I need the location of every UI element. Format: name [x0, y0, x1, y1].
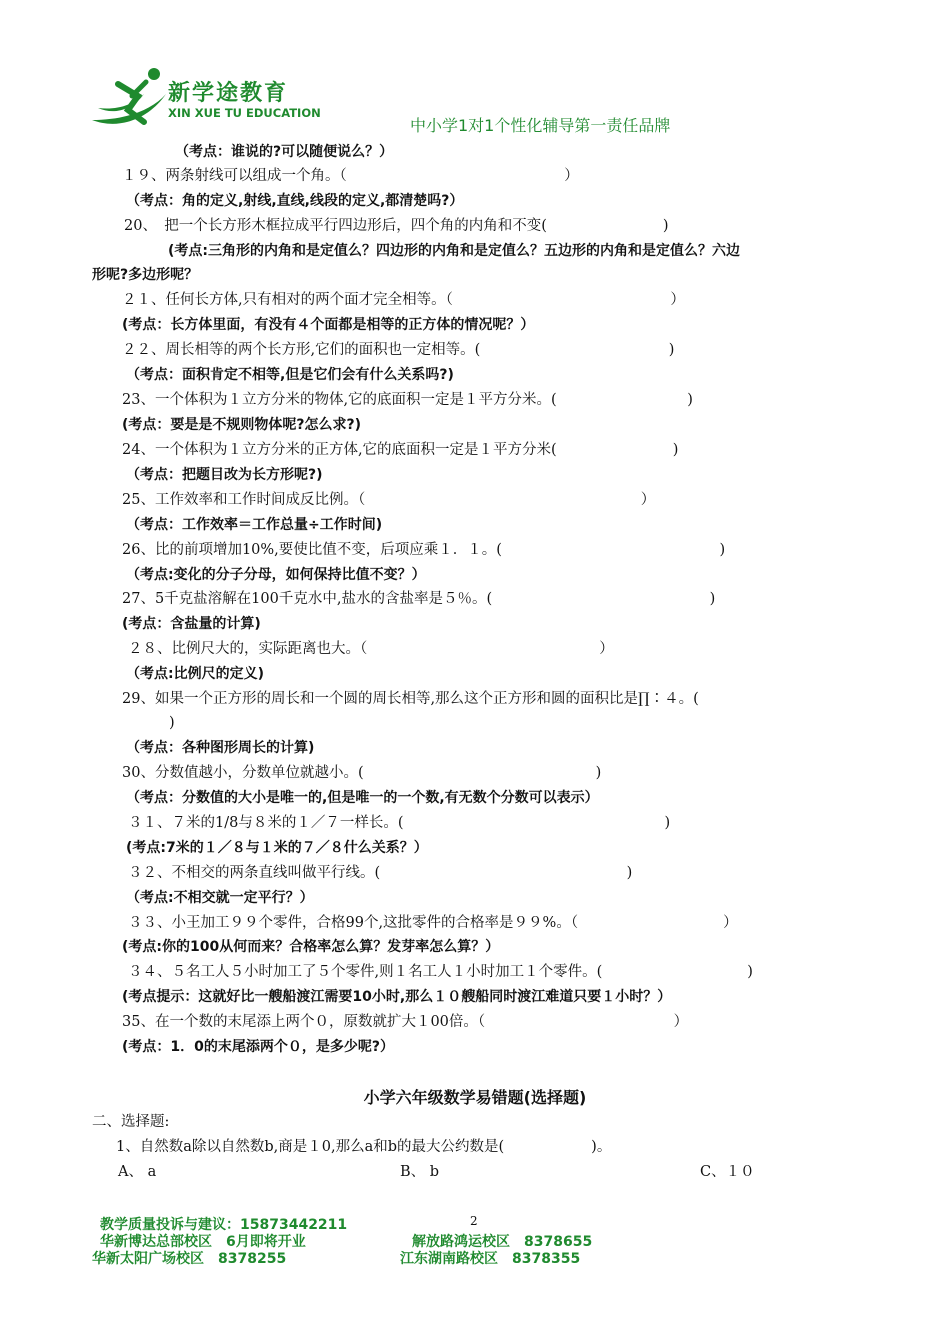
question-line: 20、 把一个长方形木框拉成平行四边形后，四个角的内角和不变( ) [124, 218, 669, 234]
hint-line: （考点:比例尺的定义) [126, 666, 264, 682]
question-line: ３３、小王加工９９个零件，合格99个,这批零件的合格率是９９%。（ ） [128, 915, 738, 931]
hint-line: （考点：分数值的大小是唯一的,但是唯一的一个数,有无数个分数可以表示） [126, 790, 599, 806]
section-heading: 二、选择题: [92, 1114, 170, 1130]
section-title: 小学六年级数学易错题(选择题) [363, 1088, 587, 1107]
question-line: 24、一个体积为１立方分米的正方体,它的底面积一定是１平方分米( ) [122, 442, 679, 458]
option-c: C、１０ [700, 1164, 755, 1180]
hint-line: （考点:变化的分子分母，如何保持比值不变？） [126, 567, 426, 583]
question-line: 25、工作效率和工作时间成反比例。（ ） [122, 492, 656, 508]
footer-campus: 华新博达总部校区 6月即将开业 [100, 1234, 306, 1250]
question-line: ) [140, 715, 175, 731]
page-number: 2 [470, 1214, 478, 1228]
hint-line: （考点：把题目改为长方形呢?) [126, 467, 323, 483]
hint-line: (考点提示：这就好比一艘船渡江需要10小时,那么１０艘船同时渡江难道只要１小时？） [122, 989, 672, 1005]
hint-line: (考点:三角形的内角和是定值么？四边形的内角和是定值么？五边形的内角和是定值么？六边 [168, 243, 740, 259]
footer-campus: 江东湖南路校区 8378355 [400, 1251, 581, 1267]
hint-line: （考点：面积肯定不相等,但是它们会有什么关系吗?) [126, 367, 454, 383]
question-line: ２１、任何长方体,只有相对的两个面才完全相等。（ ） [122, 292, 685, 308]
hint-line: (考点:你的100从何而来？合格率怎么算？发芽率怎么算？） [122, 939, 500, 955]
hint-line: (考点：长方体里面，有没有４个面都是相等的正方体的情况呢？） [122, 317, 535, 333]
question-line: ２２、周长相等的两个长方形,它们的面积也一定相等。( ) [122, 342, 675, 358]
logo-english-name: XIN XUE TU EDUCATION [168, 106, 321, 120]
option-a: A、 a [118, 1164, 157, 1180]
question-line: 1、自然数a除以自然数b,商是１0,那么a和b的最大公约数是( )。 [116, 1139, 612, 1155]
hint-line: （考点：谁说的?可以随便说么？） [175, 144, 394, 160]
footer-campus: 解放路鸿运校区 8378655 [412, 1234, 593, 1250]
header-slogan: 中小学1对1个性化辅导第一责任品牌 [410, 116, 671, 135]
hint-line: (考点:7米的１／８与１米的７／８什么关系？） [126, 840, 428, 856]
question-line: 35、在一个数的末尾添上两个０，原数就扩大１00倍。（ ） [122, 1014, 689, 1030]
question-line: 27、5千克盐溶解在100千克水中,盐水的含盐率是５％。( ) [122, 591, 716, 607]
logo-chinese-name: 新学途教育 [168, 81, 289, 106]
question-line: 23、一个体积为１立方分米的物体,它的底面积一定是１平方分米。( ) [122, 392, 693, 408]
question-line: ２８、比例尺大的，实际距离也大。（ ） [128, 641, 614, 657]
hint-line: 形呢?多边形呢？ [92, 267, 199, 283]
hint-line: （考点：角的定义,射线,直线,线段的定义,都清楚吗?） [126, 193, 464, 209]
question-line: ３２、不相交的两条直线叫做平行线。( ) [128, 865, 633, 881]
hint-line: （考点：各种图形周长的计算) [126, 740, 315, 756]
question-line: ３４、５名工人５小时加工了５个零件,则１名工人１小时加工１个零件。( ) [128, 964, 753, 980]
question-line: 26、比的前项增加10%,要使比值不变，后项应乘１．１。( ) [122, 542, 726, 558]
hint-line: (考点：1．0的末尾添两个０，是多少呢?） [122, 1039, 395, 1055]
hint-line: (考点：含盐量的计算) [122, 616, 261, 632]
question-line: ３１、７米的1/8与８米的１／７一样长。( ) [128, 815, 671, 831]
question-line: 30、分数值越小，分数单位就越小。( ) [122, 765, 602, 781]
footer-campus: 华新太阳广场校区 8378255 [92, 1251, 287, 1267]
option-b: B、 b [400, 1164, 440, 1180]
question-line: 29、如果一个正方形的周长和一个圆的周长相等,那么这个正方形和圆的面积比是∏∶４。( [122, 691, 699, 707]
hint-line: （考点:不相交就一定平行？） [126, 890, 314, 906]
footer-complaint: 教学质量投诉与建议：15873442211 [100, 1217, 348, 1233]
hint-line: （考点：工作效率＝工作总量÷工作时间) [126, 517, 383, 533]
question-line: １９、两条射线可以组成一个角。（ ） [122, 168, 579, 184]
hint-line: (考点：要是是不规则物体呢?怎么求?) [122, 417, 362, 433]
